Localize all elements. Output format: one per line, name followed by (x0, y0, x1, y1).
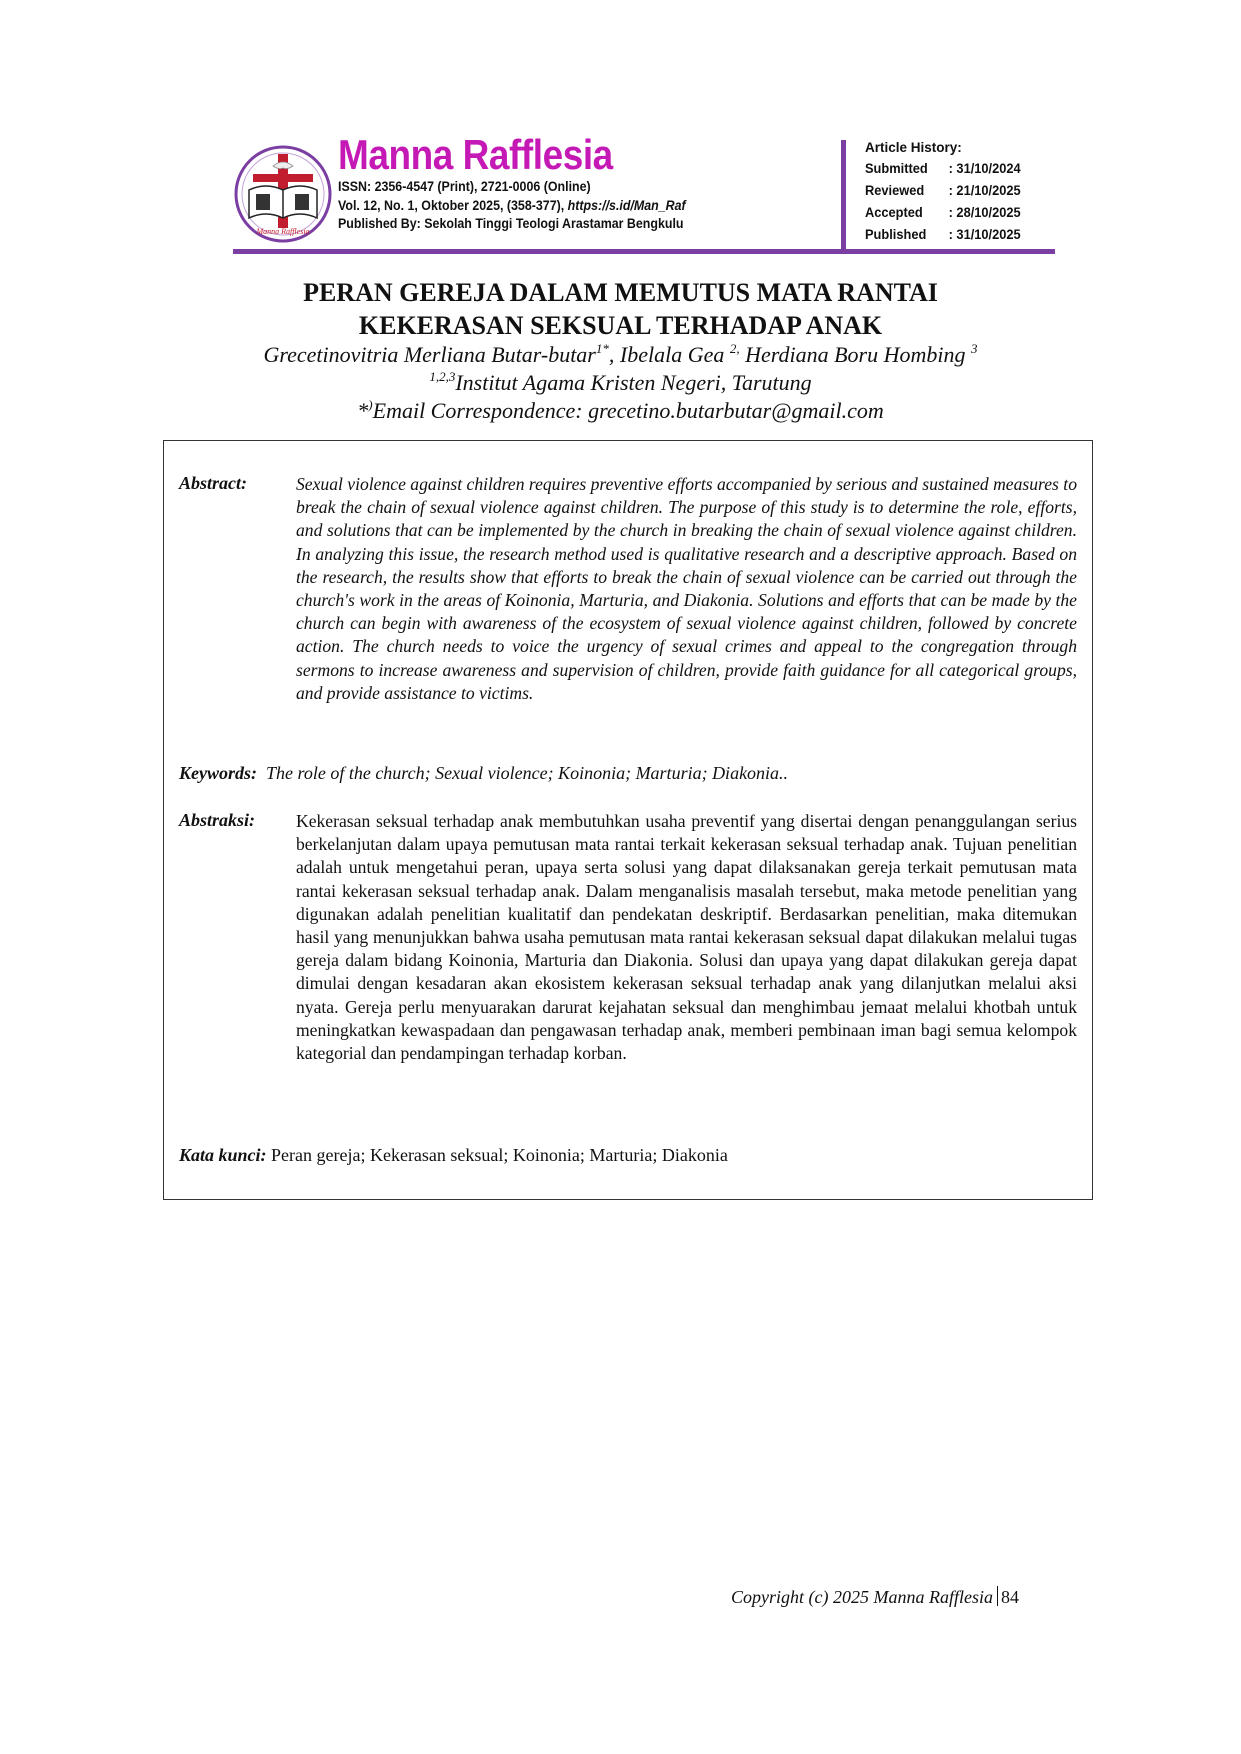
article-history (865, 138, 1029, 246)
author-2: , Ibelala Gea (608, 342, 725, 367)
publisher: Published By: Sekolah Tinggi Teologi Arastamar Bengkulu (338, 216, 684, 231)
email-correspondence[interactable]: Email Correspondence: grecetino.butarbutar@gmail.com (372, 398, 884, 423)
abstraksi-text: Kekerasan seksual terhadap anak membutuhkan usaha preventif yang disertai dengan penanggulangan serius berkelanjutan dalam upaya pemutusan mata rantai terkait kekerasan seksual terhadap anak. Tujuan penelitian adalah untuk mengetahui peran, upaya serta solusi yang dapat dilaksanakan gereja terkait pemutusan mata rantai kekerasan seksual terhadap anak. Dalam menganalisis masalah tersebut, maka metode penelitian yang digunakan adalah penelitian kualitatif dan pendekatan deskriptif. Berdasarkan penelitian, maka ditemukan hasil yang menunjukkan bahwa usaha pemutusan mata rantai kekerasan seksual dapat dilakukan melalui tugas gereja dalam bidang Koinonia, Marturia dan Diakonia. Solusi dan upaya yang dapat dilakukan gereja dapat dimulai dengan kesadaran akan ekosistem kekerasan seksual terhadap anak yang dilanjutkan melalui aksi nyata. Gereja perlu menyuarakan darurat kejahatan seksual dan menghimbau jemaat melalui khotbah untuk meningkatkan kewaspadaan dan pengawasan terhadap anak, memberi pembinaan iman bagi semua kelompok kategorial dan pendampingan terhadap korban. (296, 811, 1077, 1064)
author-block (0, 341, 1241, 425)
email-marker-sup: ) (368, 397, 373, 412)
history-row (865, 224, 1021, 246)
history-value: : 28/10/2025 (948, 205, 1021, 220)
history-row (865, 202, 1021, 224)
title-line-1: PERAN GEREJA DALAM MEMUTUS MATA RANTAI (303, 278, 938, 307)
affiliation-marker: 1,2, (429, 369, 449, 384)
history-label: Submitted (865, 161, 928, 176)
article-title (0, 276, 1241, 342)
header-vertical-rule (841, 140, 846, 250)
history-value: : 31/10/2024 (948, 161, 1021, 176)
journal-url[interactable]: https://s.id/Man_Raf (567, 197, 686, 213)
history-label: Accepted (865, 205, 923, 220)
title-line-2: KEKERASAN SEKSUAL TERHADAP ANAK (358, 311, 883, 340)
affiliation: Institut Agama Kristen Negeri, Tarutung (455, 370, 812, 395)
journal-name: Manna Rafflesia (338, 131, 613, 178)
article-history-title: Article History: (865, 140, 962, 155)
issn: ISSN: 2356-4547 (Print), 2721-0006 (Online) (338, 179, 591, 194)
abstract-box (163, 440, 1093, 1200)
volume-line (338, 197, 724, 216)
kata-kunci-text: Peran gereja; Kekerasan seksual; Koinonia; Marturia; Diakonia (271, 1145, 728, 1165)
history-value: : 21/10/2025 (948, 183, 1021, 198)
journal-logo (233, 144, 333, 244)
author-list (0, 341, 1241, 369)
author-1-affil: 1* (595, 341, 609, 356)
copyright-text: Copyright (c) 2025 Manna Rafflesia (731, 1587, 993, 1607)
email-marker: * (357, 398, 369, 423)
keywords-label: Keywords: (179, 763, 257, 783)
footer-separator (997, 1586, 998, 1606)
abstract-label: Abstract: (179, 473, 248, 493)
volume-info: Vol. 12, No. 1, Oktober 2025, (358-377), (338, 197, 568, 213)
abstract-text: Sexual violence against children requires preventive efforts accompanied by serious and sustained measures to break the chain of sexual violence against children. The purpose of this study is to determine the role, efforts, and solutions that can be implemented by the church in breaking the chain of sexual violence against children. In analyzing this issue, the research method used is qualitative research and a descriptive approach. Based on the research, the results show that efforts to break the chain of sexual violence can be carried out through the church's work in the areas of Koinonia, Marturia, and Diakonia. Solutions and efforts that can be made by the church can begin with awareness of the ecosystem of sexual violence against children, followed by concrete action. The church needs to voice the urgency of sexual crimes and appeal to the congregation through sermons to increase awareness and supervision of children, provide faith guidance for all categorical groups, and provide assistance to victims. (296, 474, 1077, 703)
kata-kunci-label: Kata kunci: (179, 1145, 267, 1165)
page-number: 84 (1000, 1587, 1019, 1607)
history-row (865, 158, 1021, 180)
affiliation-marker-2: 3 (448, 369, 456, 384)
logo-caption: Manna Rafflesia (256, 227, 310, 236)
author-3: Herdiana Boru Hombing (739, 342, 966, 367)
history-row (865, 180, 1021, 202)
affiliation-line (0, 369, 1241, 397)
author-2-affil: 2, (729, 341, 740, 356)
email-line (0, 397, 1241, 425)
keywords-text: The role of the church; Sexual violence; Koinonia; Marturia; Diakonia.. (266, 763, 789, 783)
keywords-section (179, 761, 1077, 785)
header-horizontal-rule (233, 249, 1055, 254)
history-value: : 31/10/2025 (948, 227, 1021, 242)
history-label: Reviewed (865, 183, 925, 198)
history-label: Published (865, 227, 927, 242)
author-1: Grecetinovitria Merliana Butar-butar (263, 342, 596, 367)
page-footer (731, 1586, 1019, 1608)
journal-info (338, 132, 758, 234)
kata-kunci-section (179, 1143, 1077, 1167)
journal-header (233, 132, 1055, 256)
author-3-affil: 3 (971, 341, 978, 356)
abstraksi-label: Abstraksi: (179, 810, 256, 830)
